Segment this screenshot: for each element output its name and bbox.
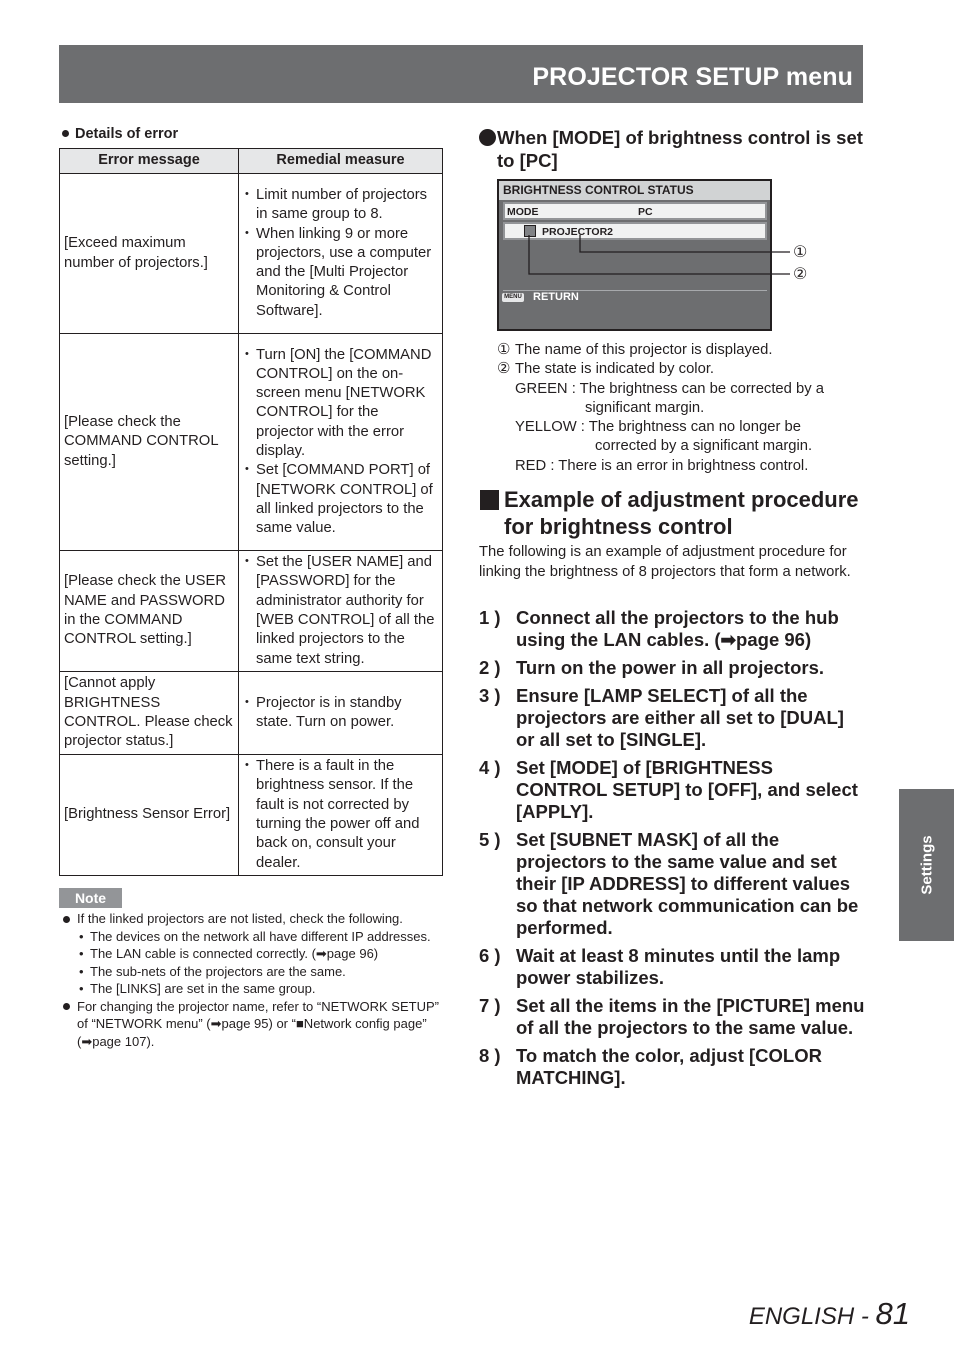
legend-red: RED : There is an error in brightness control. — [515, 457, 809, 474]
step-text: Set [SUBNET MASK] of all the projectors to the same value and set their [IP ADDRESS] to different values so that network communication can be performed. — [516, 829, 859, 938]
remedial-measure: • Projector is in standby state. Turn on power. — [239, 672, 443, 755]
note-subitem: The LAN cable is connected correctly. (➡page 96) — [90, 946, 379, 961]
step-item — [479, 945, 867, 989]
measure-item: Limit number of projectors in same group to 8. — [256, 186, 428, 223]
step-number: 5 ) — [479, 829, 501, 850]
legend-yellow: YELLOW : The brightness can no longer be — [515, 419, 801, 436]
legend-item: The state is indicated by color. — [515, 361, 715, 378]
bullet-icon — [479, 129, 496, 146]
osd-mode-value: PC — [638, 206, 653, 218]
page-header — [59, 45, 863, 103]
step-text: Set [MODE] of [BRIGHTNESS CONTROL SETUP] to [OFF], and select [APPLY]. — [516, 757, 858, 822]
callout-line-1 — [580, 235, 790, 252]
legend-green-cont: significant margin. — [585, 399, 705, 416]
error-table — [59, 148, 443, 876]
measure-item: Projector is in standby state. Turn on power. — [256, 694, 402, 730]
footer-language: ENGLISH - — [748, 1303, 876, 1330]
osd-return-label: RETURN — [533, 291, 579, 303]
page-number: 81 — [875, 1296, 910, 1331]
step-number: 7 ) — [479, 995, 501, 1016]
osd-projector-name: PROJECTOR2 — [542, 226, 613, 238]
step-item — [479, 995, 867, 1039]
bullet-icon — [62, 130, 69, 137]
measure-item: Set [COMMAND PORT] of [NETWORK CONTROL] of all linked projectors to the same value. — [256, 462, 433, 537]
procedure-steps — [479, 607, 867, 1095]
step-number: 4 ) — [479, 757, 501, 778]
step-item — [479, 657, 867, 679]
table-row — [60, 334, 443, 551]
page-footer — [749, 1296, 910, 1332]
osd-legend — [497, 341, 867, 476]
step-text: Ensure [LAMP SELECT] of all the projectors are either all set to [DUAL] or all set to [SINGLE]. — [516, 685, 844, 750]
step-number: 6 ) — [479, 945, 501, 966]
side-tab-label: Settings — [918, 835, 935, 895]
note-item: For changing the projector name, refer to “NETWORK SETUP” of “NETWORK menu” (➡page 95) or “■Network config page” (➡page 107). — [77, 998, 439, 1049]
osd-mode-row — [503, 202, 767, 220]
step-text: Connect all the projectors to the hub using the LAN cables. (➡page 96) — [516, 607, 839, 650]
step-number: 2 ) — [479, 657, 501, 678]
osd-mode-label: MODE — [507, 206, 539, 218]
column-header: Error message — [60, 149, 239, 174]
legend-mark: ① — [497, 342, 511, 358]
note-badge: Note — [59, 888, 122, 908]
table-row — [60, 755, 443, 876]
legend-green: GREEN : The brightness can be corrected by a — [515, 380, 824, 397]
note-list: If the linked projectors are not listed, check the following. • The devices on the network all have different IP addresses. • The LAN cable is connected correctly. (➡page 96) • The sub-nets of the projectors are the same. • The [LINKS] are set in the same group. For changing the projector name, refer to “NETWORK SETUP” of “NETWORK menu” (➡page 95) or “■Network config page” (➡page 107). — [62, 910, 447, 1050]
table-header-row — [60, 149, 443, 174]
step-item — [479, 829, 867, 939]
table-row — [60, 551, 443, 672]
mode-pc-heading-text: When [MODE] of brightness control is set to [PC] — [497, 127, 863, 171]
osd-title: BRIGHTNESS CONTROL STATUS — [499, 181, 770, 200]
error-message: [Please check the USER NAME and PASSWORD in the COMMAND CONTROL setting.] — [60, 551, 239, 672]
step-item — [479, 685, 867, 751]
mode-pc-heading — [479, 126, 864, 172]
section-intro: The following is an example of adjustment procedure for linking the brightness of 8 projectors that form a network. — [479, 544, 851, 580]
callout-lines — [520, 230, 795, 280]
step-text: Set all the items in the [PICTURE] menu of all the projectors to the same value. — [516, 995, 865, 1038]
settings-side-tab — [899, 789, 954, 941]
legend-mark: ② — [497, 361, 511, 378]
step-text: To match the color, adjust [COLOR MATCHING]. — [516, 1045, 822, 1088]
legend-item: The name of this projector is displayed. — [515, 342, 773, 358]
note-subitem: The sub-nets of the projectors are the same. — [90, 963, 346, 979]
bullet-icon — [62, 910, 77, 928]
step-text: Wait at least 8 minutes until the lamp power stabilizes. — [516, 945, 841, 988]
step-number: 1 ) — [479, 607, 501, 628]
note-subitem: The devices on the network all have different IP addresses. — [90, 928, 431, 944]
details-heading-text: Details of error — [75, 126, 179, 142]
remedial-measure: • There is a fault in the brightness sensor. If the fault is not corrected by turning the power off and back on, consult your dealer. — [239, 755, 443, 876]
column-header: Remedial measure — [239, 149, 443, 174]
callout-number-2: ② — [793, 266, 808, 283]
remedial-measure: • Turn [ON] the [COMMAND CONTROL] on the on-screen menu [NETWORK CONTROL] for the projector with the error display. • Set [COMMAND PORT] of [NETWORK CONTROL] of all linked projectors to the same value. — [239, 334, 443, 551]
step-number: 8 ) — [479, 1045, 501, 1066]
section-square-icon — [480, 490, 499, 510]
callout-number-1: ① — [793, 244, 808, 261]
error-message: [Exceed maximum number of projectors.] — [60, 174, 239, 334]
step-number: 3 ) — [479, 685, 501, 706]
step-item — [479, 757, 867, 823]
measure-item: There is a fault in the brightness sensor. If the fault is not corrected by turning the power off and back on, consult your dealer. — [256, 758, 420, 871]
section-heading-text: Example of adjustment procedure for brightness control — [504, 487, 859, 539]
table-row — [60, 672, 443, 755]
remedial-measure: • Set the [USER NAME] and [PASSWORD] for the administrator authority for [WEB CONTROL] of all the linked projectors to the same text string. — [239, 551, 443, 672]
measure-item: Set the [USER NAME] and [PASSWORD] for the administrator authority for [WEB CONTROL] of all the linked projectors to the same text string. — [256, 554, 435, 667]
step-item — [479, 1045, 867, 1089]
measure-item: Turn [ON] the [COMMAND CONTROL] on the on-screen menu [NETWORK CONTROL] for the projector with the error display. — [256, 346, 432, 459]
measure-item: When linking 9 or more projectors, use a computer and the [Multi Projector Monitoring & Control Software]. — [256, 225, 432, 319]
error-message: [Cannot apply BRIGHTNESS CONTROL. Please check projector status.] — [60, 672, 239, 755]
note-subitem: The [LINKS] are set in the same group. — [90, 981, 316, 996]
remedial-measure: • Limit number of projectors in same group to 8. • When linking 9 or more projectors, use a computer and the [Multi Projector Monitoring & Control Software]. — [239, 174, 443, 334]
bullet-icon — [62, 998, 77, 1051]
section-heading — [479, 487, 869, 540]
error-message: [Please check the COMMAND CONTROL setting.] — [60, 334, 239, 551]
page-title: PROJECTOR SETUP menu — [532, 63, 853, 91]
menu-button-icon: MENU — [502, 293, 524, 302]
step-text: Turn on the power in all projectors. — [516, 657, 825, 678]
callout-line-2 — [529, 235, 790, 274]
table-row — [60, 174, 443, 334]
error-message: [Brightness Sensor Error] — [60, 755, 239, 876]
details-heading — [62, 126, 178, 142]
note-item: If the linked projectors are not listed, check the following. — [77, 911, 403, 926]
legend-yellow-cont: corrected by a significant margin. — [595, 438, 813, 455]
step-item — [479, 607, 867, 651]
